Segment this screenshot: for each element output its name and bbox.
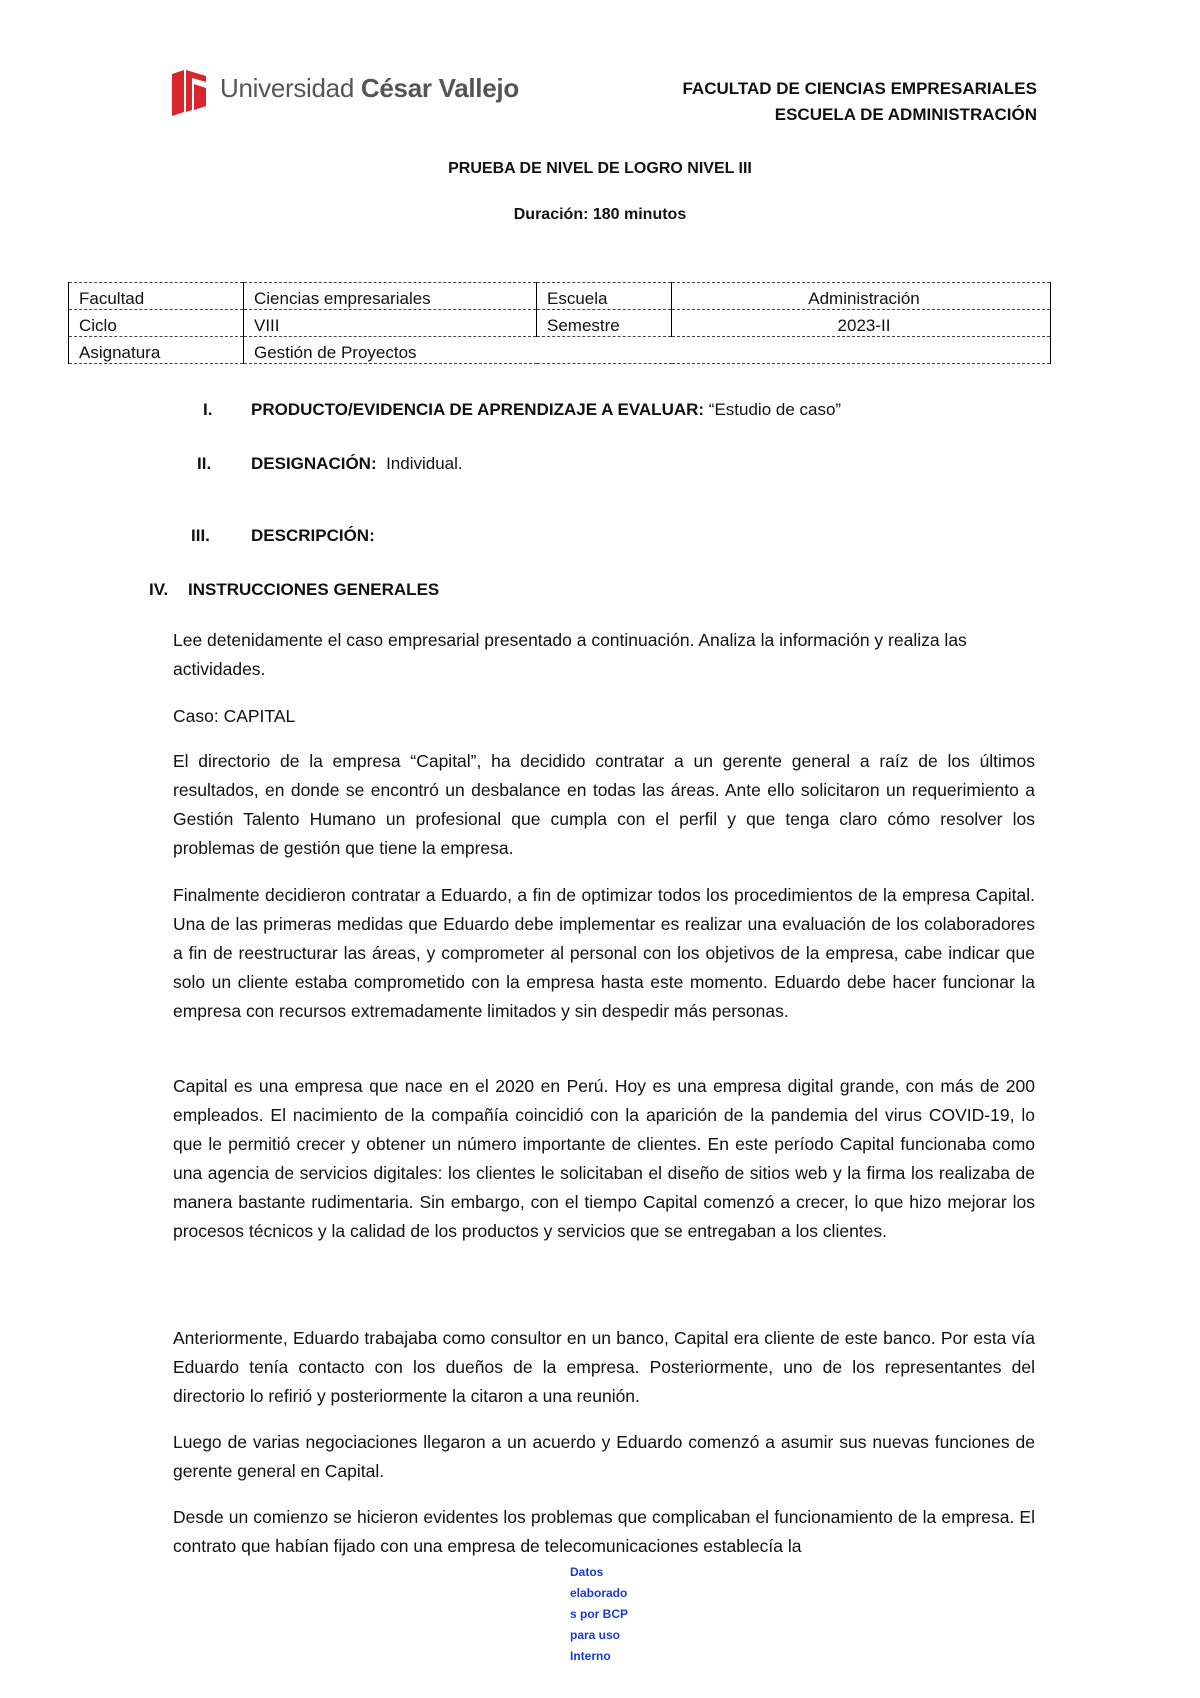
escuela-value: Administración xyxy=(672,283,1051,310)
section-3-label: DESCRIPCIÓN: xyxy=(251,526,375,545)
footer-line: elaborado xyxy=(570,1586,628,1600)
section-2-number: II. xyxy=(197,454,212,473)
ciclo-value: VIII xyxy=(244,310,537,337)
case-paragraph-2: Finalmente decidieron contratar a Eduardo, a fin de optimizar todos los procedimientos de la empresa Capital. Una de las primeras medidas que Eduardo debe implementar es realizar una evaluación de los colaboradores a fin de reestructurar las áreas, y comprometer al personal con los objetivos de la empresa, cabe indicar que solo un cliente estaba comprometido con la empresa hasta este momento. Eduardo debe hacer funcionar la empresa con recursos extremadamente limitados y sin despedir más personas. xyxy=(173,885,1035,1021)
intro-paragraph: Lee detenidamente el caso empresarial presentado a continuación. Analiza la información y realiza las actividades. xyxy=(173,630,967,679)
semestre-value: 2023-II xyxy=(672,310,1051,337)
section-4-label: INSTRUCCIONES GENERALES xyxy=(188,580,440,599)
ucv-shield-icon xyxy=(172,70,208,118)
section-1-number: I. xyxy=(203,400,213,419)
escuela-label: Escuela xyxy=(537,283,672,310)
case-paragraph-4: Anteriormente, Eduardo trabajaba como consultor en un banco, Capital era cliente de este banco. Por esta vía Eduardo tenía contacto con los dueños de la empresa. Posteriormente, uno de los representantes del directorio lo refirió y posteriormente la citaron a una reunión. xyxy=(173,1328,1035,1406)
footer-line: s por BCP xyxy=(570,1607,629,1621)
faculty-name: FACULTAD DE CIENCIAS EMPRESARIALES xyxy=(682,79,1037,98)
section-1-value: “Estudio de caso” xyxy=(708,400,842,419)
footer-note xyxy=(570,1562,640,1667)
ciclo-label: Ciclo xyxy=(69,310,244,337)
case-paragraph-5: Luego de varias negociaciones llegaron a un acuerdo y Eduardo comenzó a asumir sus nuevas funciones de gerente general en Capital. xyxy=(173,1432,1035,1481)
section-3-number: III. xyxy=(191,526,210,545)
section-2-label: DESIGNACIÓN: xyxy=(251,454,377,473)
university-name-light: Universidad xyxy=(220,73,361,103)
page-title: PRUEBA DE NIVEL DE LOGRO NIVEL III xyxy=(448,160,752,177)
table-row xyxy=(69,337,1051,364)
duration: Duración: 180 minutos xyxy=(513,206,687,223)
section-4-number: IV. xyxy=(149,580,169,599)
asignatura-value: Gestión de Proyectos xyxy=(244,337,1051,364)
table-row xyxy=(69,283,1051,310)
footer-line: Interno xyxy=(570,1649,611,1663)
asignatura-label: Asignatura xyxy=(69,337,244,364)
case-title: Caso: CAPITAL xyxy=(173,706,296,726)
case-paragraph-3: Capital es una empresa que nace en el 2020 en Perú. Hoy es una empresa digital grande, con más de 200 empleados. El nacimiento de la compañía coincidió con la aparición de la pandemia del virus COVID-19, lo que le permitió crecer y obtener un número importante de clientes. En este período Capital funcionaba como una agencia de servicios digitales: los clientes le solicitaban el diseño de sitios web y la firma los realizaba de manera bastante rudimentaria. Sin embargo, con el tiempo Capital comenzó a crecer, lo que hizo mejorar los procesos técnicos y la calidad de los productos y servicios que se entregaban a los clientes. xyxy=(173,1076,1035,1241)
school-name: ESCUELA DE ADMINISTRACIÓN xyxy=(774,105,1037,124)
facultad-label: Facultad xyxy=(69,283,244,310)
faculty-header xyxy=(682,76,1037,128)
semestre-label: Semestre xyxy=(537,310,672,337)
case-paragraph-6: Desde un comienzo se hicieron evidentes los problemas que complicaban el funcionamiento de la empresa. El contrato que habían fijado con una empresa de telecomunicaciones establecía la xyxy=(173,1507,1035,1556)
footer-line: Datos xyxy=(570,1565,604,1579)
section-2-value: Individual. xyxy=(386,454,463,473)
footer-line: para uso xyxy=(570,1628,621,1642)
university-logo xyxy=(172,70,519,118)
case-paragraph-1: El directorio de la empresa “Capital”, ha decidido contratar a un gerente general a raíz de los últimos resultados, en donde se encontró un desbalance en todas las áreas. Ante ello solicitaron un requerimiento a Gestión Talento Humano un profesional que cumpla con el perfil y que tenga claro cómo resolver los problemas de gestión que tiene la empresa. xyxy=(173,751,1035,858)
info-table xyxy=(68,282,1051,364)
university-name xyxy=(220,73,519,104)
section-1-label: PRODUCTO/EVIDENCIA DE APRENDIZAJE A EVALUAR: xyxy=(251,400,705,419)
table-row xyxy=(69,310,1051,337)
facultad-value: Ciencias empresariales xyxy=(244,283,537,310)
university-name-bold: César Vallejo xyxy=(360,73,519,103)
